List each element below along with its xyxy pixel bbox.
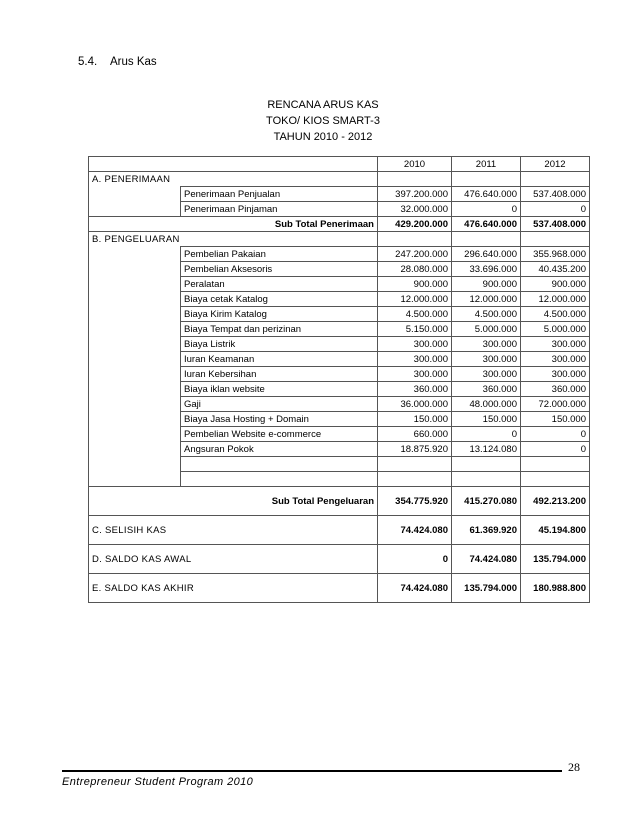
footer-text: Entrepreneur Student Program 2010	[62, 776, 254, 788]
indent-cell	[89, 292, 181, 307]
value-cell: 74.424.080	[378, 516, 452, 545]
item-name: Penerimaan Penjualan	[181, 187, 378, 202]
section-number: 5.4.	[78, 56, 98, 68]
value-cell: 537.408.000	[521, 187, 590, 202]
header-row	[89, 157, 590, 172]
value-cell: 32.000.000	[378, 202, 452, 217]
value-cell: 397.200.000	[378, 187, 452, 202]
empty-cell	[521, 232, 590, 247]
empty-cell	[521, 472, 590, 487]
indent-cell	[89, 472, 181, 487]
item-name: Biaya Tempat dan perizinan	[181, 322, 378, 337]
item-name: Peralatan	[181, 277, 378, 292]
table-row	[89, 202, 590, 217]
subtotal-pengeluaran-row	[89, 487, 590, 516]
indent-cell	[89, 397, 181, 412]
value-cell: 476.640.000	[452, 217, 521, 232]
year-header: 2010	[378, 157, 452, 172]
item-name: Biaya Kirim Katalog	[181, 307, 378, 322]
value-cell: 135.794.000	[521, 545, 590, 574]
empty-cell	[181, 457, 378, 472]
item-name: Pembelian Aksesoris	[181, 262, 378, 277]
table-row	[89, 322, 590, 337]
empty-cell	[452, 457, 521, 472]
title-line-3: TAHUN 2010 - 2012	[273, 131, 373, 143]
blank-row	[89, 457, 590, 472]
value-cell: 36.000.000	[378, 397, 452, 412]
empty-cell	[452, 472, 521, 487]
value-cell: 5.000.000	[452, 322, 521, 337]
value-cell: 900.000	[452, 277, 521, 292]
value-cell: 360.000	[378, 382, 452, 397]
summary-label: E. SALDO KAS AKHIR	[89, 574, 378, 603]
value-cell: 180.988.800	[521, 574, 590, 603]
table-row	[89, 367, 590, 382]
penerimaan-label: A. PENERIMAAN	[89, 172, 378, 187]
value-cell: 300.000	[378, 352, 452, 367]
empty-cell	[378, 457, 452, 472]
value-cell: 33.696.000	[452, 262, 521, 277]
value-cell: 296.640.000	[452, 247, 521, 262]
section-heading	[78, 56, 157, 68]
table-row	[89, 427, 590, 442]
value-cell: 40.435.200	[521, 262, 590, 277]
value-cell: 74.424.080	[452, 545, 521, 574]
title-line-1: RENCANA ARUS KAS	[267, 99, 379, 111]
value-cell: 13.124.080	[452, 442, 521, 457]
value-cell: 300.000	[452, 352, 521, 367]
value-cell: 300.000	[452, 337, 521, 352]
indent-cell	[89, 412, 181, 427]
empty-cell	[452, 232, 521, 247]
indent-cell	[89, 367, 181, 382]
value-cell: 247.200.000	[378, 247, 452, 262]
indent-cell	[89, 442, 181, 457]
title-line-2: TOKO/ KIOS SMART-3	[266, 115, 380, 127]
table-row	[89, 247, 590, 262]
value-cell: 900.000	[378, 277, 452, 292]
value-cell: 150.000	[452, 412, 521, 427]
value-cell: 72.000.000	[521, 397, 590, 412]
value-cell: 0	[521, 427, 590, 442]
value-cell: 135.794.000	[452, 574, 521, 603]
empty-cell	[378, 472, 452, 487]
value-cell: 300.000	[378, 367, 452, 382]
indent-cell	[89, 187, 181, 202]
value-cell: 0	[521, 442, 590, 457]
value-cell: 300.000	[452, 367, 521, 382]
value-cell: 61.369.920	[452, 516, 521, 545]
year-header: 2011	[452, 157, 521, 172]
value-cell: 74.424.080	[378, 574, 452, 603]
selisih-kas-row	[89, 516, 590, 545]
value-cell: 5.150.000	[378, 322, 452, 337]
value-cell: 12.000.000	[452, 292, 521, 307]
value-cell: 476.640.000	[452, 187, 521, 202]
value-cell: 360.000	[452, 382, 521, 397]
value-cell: 4.500.000	[452, 307, 521, 322]
item-name: Iuran Kebersihan	[181, 367, 378, 382]
table-title	[0, 97, 638, 145]
cash-flow-table	[88, 156, 590, 603]
value-cell: 900.000	[521, 277, 590, 292]
value-cell: 300.000	[521, 337, 590, 352]
subtotal-label: Sub Total Pengeluaran	[89, 487, 378, 516]
indent-cell	[89, 337, 181, 352]
indent-cell	[89, 202, 181, 217]
value-cell: 4.500.000	[521, 307, 590, 322]
pengeluaran-label-row	[89, 232, 590, 247]
value-cell: 150.000	[521, 412, 590, 427]
item-name: Penerimaan Pinjaman	[181, 202, 378, 217]
empty-cell	[521, 457, 590, 472]
value-cell: 0	[521, 202, 590, 217]
item-name: Biaya Listrik	[181, 337, 378, 352]
value-cell: 660.000	[378, 427, 452, 442]
value-cell: 360.000	[521, 382, 590, 397]
saldo-kas-akhir-row	[89, 574, 590, 603]
pengeluaran-label: B. PENGELUARAN	[89, 232, 378, 247]
subtotal-penerimaan-row	[89, 217, 590, 232]
subtotal-label: Sub Total Penerimaan	[89, 217, 378, 232]
value-cell: 300.000	[521, 367, 590, 382]
blank-row	[89, 472, 590, 487]
value-cell: 0	[378, 545, 452, 574]
value-cell: 12.000.000	[378, 292, 452, 307]
indent-cell	[89, 382, 181, 397]
item-name: Gaji	[181, 397, 378, 412]
summary-label: C. SELISIH KAS	[89, 516, 378, 545]
value-cell: 415.270.080	[452, 487, 521, 516]
value-cell: 0	[452, 427, 521, 442]
item-name: Angsuran Pokok	[181, 442, 378, 457]
value-cell: 0	[452, 202, 521, 217]
value-cell: 45.194.800	[521, 516, 590, 545]
indent-cell	[89, 262, 181, 277]
footer-rule	[62, 770, 562, 772]
item-name: Pembelian Pakaian	[181, 247, 378, 262]
value-cell: 18.875.920	[378, 442, 452, 457]
table-row	[89, 442, 590, 457]
item-name: Iuran Keamanan	[181, 352, 378, 367]
value-cell: 355.968.000	[521, 247, 590, 262]
item-name: Pembelian Website e-commerce	[181, 427, 378, 442]
year-header: 2012	[521, 157, 590, 172]
value-cell: 354.775.920	[378, 487, 452, 516]
indent-cell	[89, 322, 181, 337]
value-cell: 150.000	[378, 412, 452, 427]
table-row	[89, 292, 590, 307]
value-cell: 492.213.200	[521, 487, 590, 516]
empty-cell	[378, 232, 452, 247]
header-blank-cell	[89, 157, 378, 172]
value-cell: 300.000	[521, 352, 590, 367]
empty-cell	[378, 172, 452, 187]
table-row	[89, 397, 590, 412]
indent-cell	[89, 352, 181, 367]
item-name: Biaya Jasa Hosting + Domain	[181, 412, 378, 427]
page-number: 28	[568, 760, 580, 774]
value-cell: 5.000.000	[521, 322, 590, 337]
indent-cell	[89, 307, 181, 322]
value-cell: 300.000	[378, 337, 452, 352]
summary-label: D. SALDO KAS AWAL	[89, 545, 378, 574]
empty-cell	[181, 472, 378, 487]
saldo-kas-awal-row	[89, 545, 590, 574]
table-row	[89, 307, 590, 322]
value-cell: 48.000.000	[452, 397, 521, 412]
value-cell: 4.500.000	[378, 307, 452, 322]
value-cell: 537.408.000	[521, 217, 590, 232]
indent-cell	[89, 247, 181, 262]
table-row	[89, 412, 590, 427]
item-name: Biaya iklan website	[181, 382, 378, 397]
empty-cell	[521, 172, 590, 187]
section-title: Arus Kas	[110, 56, 157, 68]
table-row	[89, 277, 590, 292]
cash-flow-table-body	[89, 157, 590, 603]
value-cell: 28.080.000	[378, 262, 452, 277]
value-cell: 429.200.000	[378, 217, 452, 232]
empty-cell	[452, 172, 521, 187]
value-cell: 12.000.000	[521, 292, 590, 307]
table-row	[89, 382, 590, 397]
penerimaan-label-row	[89, 172, 590, 187]
indent-cell	[89, 277, 181, 292]
item-name: Biaya cetak Katalog	[181, 292, 378, 307]
table-row	[89, 337, 590, 352]
indent-cell	[89, 427, 181, 442]
table-row	[89, 262, 590, 277]
table-row	[89, 187, 590, 202]
indent-cell	[89, 457, 181, 472]
table-row	[89, 352, 590, 367]
